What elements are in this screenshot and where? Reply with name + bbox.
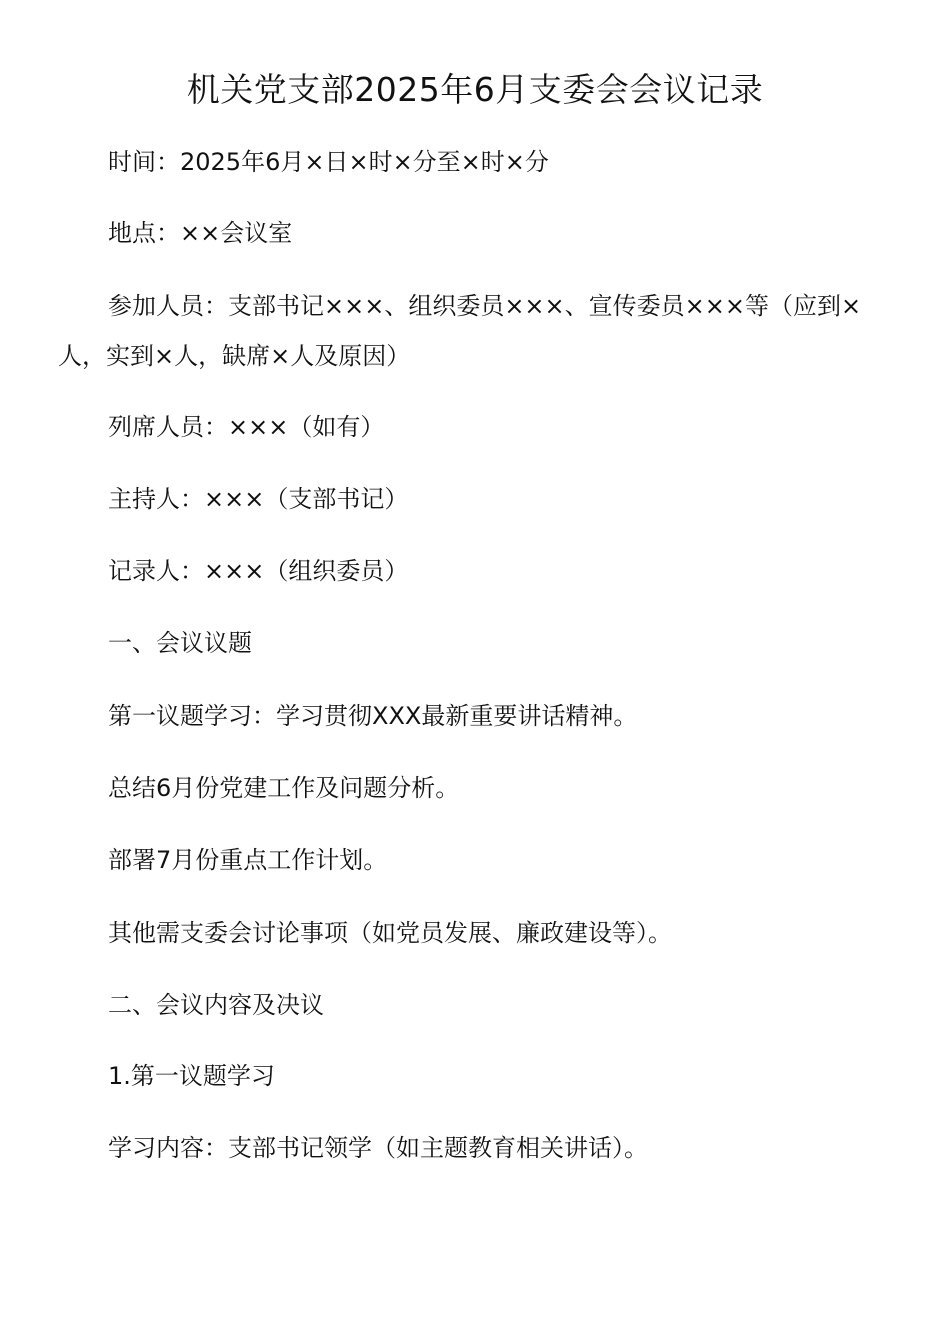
agenda-item: 部署7月份重点工作计划。 [108, 846, 388, 874]
agenda-item: 第一议题学习：学习贯彻XXX最新重要讲话精神。 [108, 702, 638, 730]
agenda-item: 其他需支委会讨论事项（如党员发展、廉政建设等）。 [108, 919, 672, 947]
study-content: 学习内容：支部书记领学（如主题教育相关讲话）。 [108, 1134, 648, 1162]
observers: 列席人员：×××（如有） [108, 413, 385, 441]
recorder: 记录人：×××（组织委员） [108, 557, 409, 585]
meeting-location: 地点：××会议室 [108, 219, 293, 247]
agenda-item: 总结6月份党建工作及问题分析。 [108, 774, 460, 802]
section-heading-agenda: 一、会议议题 [108, 629, 252, 657]
subsection-heading: 1.第一议题学习 [108, 1062, 275, 1090]
host: 主持人：×××（支部书记） [108, 485, 409, 513]
document-title: 机关党支部2025年6月支委会会议记录 [186, 70, 764, 109]
meeting-time: 时间：2025年6月×日×时×分至×时×分 [108, 148, 549, 176]
section-heading-content: 二、会议内容及决议 [108, 991, 324, 1019]
attendees: 参加人员：支部书记×××、组织委员×××、宣传委员×××等（应到×人，实到×人，缺席×人及原因） [58, 292, 862, 370]
